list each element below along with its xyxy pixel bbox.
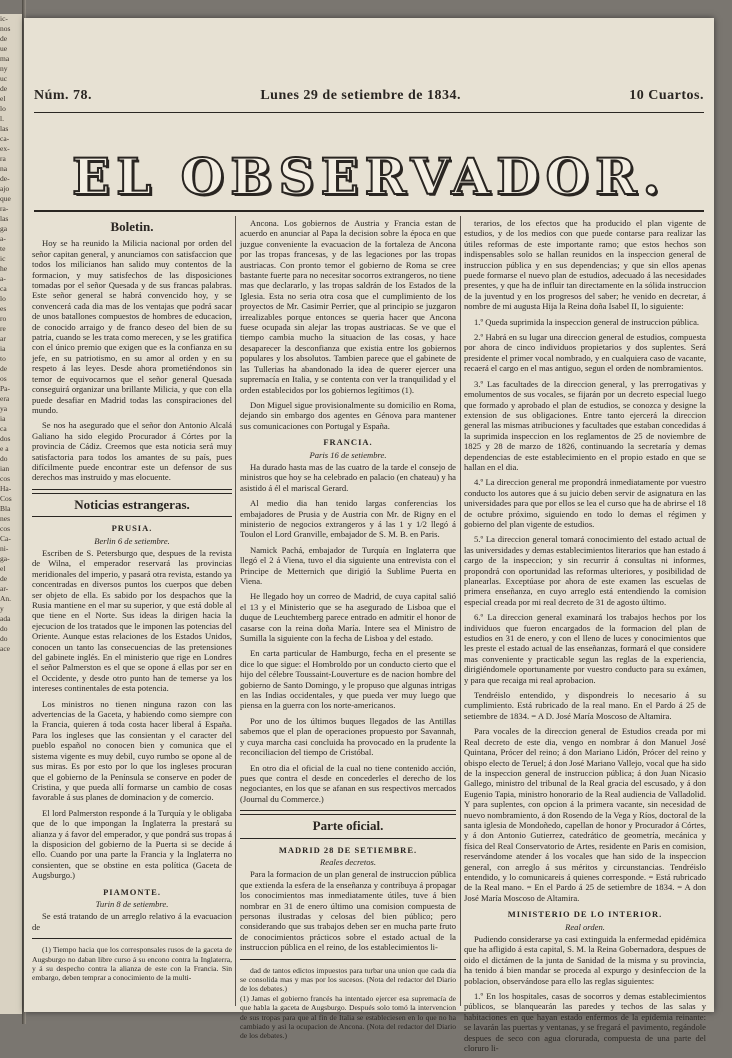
margin-fragment: os — [0, 374, 7, 383]
margin-fragment: de — [0, 364, 8, 373]
paragraph: Hoy se ha reunido la Milicia nacional por orden del señor capitan general, y anunciamos con satisfaccion que todos los milicianos han salido muy contentos de la formacion, y muy satisfechos de las disposiciones tomadas por el señor Quesada y de sus francas palabras. Este señor general se habrá convencido hoy, y se convencerá cada dia mas de los ventajas que podrá sacar de unos batallones compuestos de hombres de educacion, de conocido arraigo y de franco deseo del bien de su patria, cuando se les trata como merecen, y se les gratifica con el único premio que exigen que es la confianza en su jefe, en su patriotismo, en su amor al orden y en su respeto á las leyes. Desde ahora prometiéndonos sin temor de equivocarnos que el señor general Quesada conseguirá organizar una brillante Milicia, y que con ella puede desafiar en Madrid todas las conspiraciones del mundo. — [32, 238, 232, 415]
paragraph: Por uno de los últimos buques llegados de las Antillas sabemos que el plan de operaciones propuesto por Savannah, y cuya marcha casi concluida ha provocado en la prudente la reconciliacion del tiempo de Cristóbal. — [240, 715, 456, 758]
margin-fragment: he — [0, 264, 8, 273]
margin-fragment: uc — [0, 74, 8, 83]
margin-fragment: te — [0, 244, 6, 253]
footnote-rule — [32, 938, 232, 939]
section-title-parte-oficial: Parte oficial. — [312, 818, 384, 834]
ministry-heading: MINISTERIO DE LO INTERIOR. — [507, 909, 663, 920]
country-heading: FRANCIA. — [323, 437, 373, 448]
paragraph: En otro dia el oficial de la cual no tiene contenido acción, pues que contra el desde en concederles el derecho de los negociantes, en los que se afanan en sus respectivos mercados (Journal du Commerce.) — [240, 762, 456, 804]
margin-fragment: de — [0, 574, 8, 583]
margin-fragment: l. — [0, 114, 4, 123]
paragraph: Se está tratando de un arreglo relativo á la evacuacion de — [32, 911, 232, 932]
section-divider — [32, 489, 232, 494]
footnote: (1) Tiempo hacia que los corresponsales rusos de la gaceta de Augsburgo no daban libre curso á su encono contra la Inglaterra, y á su despecho contra la alianza de este con la Francia. Sin embargo, deben temprar a conocimiento de la multi- — [32, 945, 232, 983]
margin-fragment: las — [0, 214, 9, 223]
margin-fragment: ia — [0, 414, 6, 423]
margin-fragment: ma — [0, 54, 10, 63]
paragraph: El lord Palmerston responde á la Turquía y le obligaba que de lo que impongan la Inglaterra la prestará su alianza y á favor del emperador, y que pondrá sus tropas á la disposicion del gobierno de la Puerta si se decide á ello. Cuando por una parte la Francia y la Inglaterra no consienten, que se obstine en esta política (Gaceta de Augsburgo.) — [32, 807, 232, 881]
margin-fragment: ar- — [0, 584, 9, 593]
newspaper-page — [24, 18, 714, 1054]
margin-fragment: y — [0, 604, 4, 613]
paragraph: Los ministros no tienen ninguna razon con las advertencias de la Gaceta, y habiendo como siempre con la Francia, quieren á toda costa hacer liberal á España. Para los ingleses que las consientan y el caracter del pueblo español no conocen bien y comunica que el sistema vigente es muy debil, cuyo rumbo se opone al de sus miras. Es por esto por lo que los ingleses procuran que el gobierno de la Península se conserve en poder de Cristina, y que pueda allí formarse un cambio de cosas favorable á sus planes de dominacion y de comercio. — [32, 698, 232, 803]
margin-fragment: Ca- — [0, 534, 11, 543]
margin-fragment: ajo — [0, 184, 10, 193]
paragraph: Don Miguel sigue provisionalmente su domicilio en Roma, dejando sin embargo dos agentes en Génova para mantener sus comunicaciones con Portugal y España. — [240, 399, 456, 431]
margin-fragment: ga — [0, 224, 8, 233]
dateline-madrid: MADRID 28 DE SETIEMBRE. — [278, 844, 418, 855]
margin-fragment: dos — [0, 434, 11, 443]
paragraph: Namick Pachá, embajador de Turquía en Inglaterra que llegó el 2 á Viena, tuvo el dia siguiente una entrevista con el Principe de Metternich que dirigió la Sublime Puerta en Viena. — [240, 544, 456, 586]
margin-fragment: ar — [0, 334, 6, 343]
article-item: 4.º La direccion general me propondrá inmediatamente por vuestro conducto los autores que á su juicio deben servir de asignatura en las universidades para que por ellos se lea el curso que ha de abrirse el 18 de octubre próximo, siguiendo en todo lo demas el régimen y gobierno del plan vigente de estudios. — [464, 477, 706, 529]
paragraph: Pudiendo considerarse ya casi extinguida la enfermedad epidémica que ha afligido á esta capital, S. M. la Reina Gobernadora, despues de oido el dictámen de la junta de Sanidad de la misma y su provincia, ha tenido á bien mandar se proceda al expurgo y desinfeccion de la poblacion, observándose para ello las reglas siguientes: — [464, 934, 706, 986]
column-1 — [32, 218, 232, 988]
margin-fragment: ra — [0, 154, 6, 163]
margin-fragment: cos — [0, 474, 10, 483]
paragraph: 1.º En los hospitales, casas de socorros y demas establecimientos públicos, se blanquearán las paredes y techos de las salas y habitaciones en que hayan estado enfermos de la epidemia reinante: se lavarán las puertas y ventanas, y se fregará el pavimento, regándole despues de seco con agua clorurada, compuesta de una parte del cloruro li- — [464, 991, 706, 1054]
issue-header — [34, 88, 704, 104]
paragraph: Para vocales de la direccion general de Estudios creada por mi Real decreto de este dia, vengo en nombrar á don Manuel José Quintana, Prócer del reino; á don Mariano Lidón, Prócer del reino y obispo electo de Teruel; á don José Mariano Vallejo, vocal que ha sido de la inspeccion general de instruccion pública; á don Juan Nicasio Gallego, ministro del tribunal de la Real gracia del escusado, y á don Eugenio Tapia, ministro honorario de la Real audiencia de Valladolid. Y para suplentes, con opcion á la primera vacante, sin necesidad de nuevo nombramiento, á don Rosendo de la Vega y Ríos, doctoral de la santa iglesia de Mondoñedo, capellan de honor y Procurador á Córtes, y á don Antonio Gutierrez, catedrático de geometría, mecánica y física del Real Conservatorio de Artes, residente en Paris en comision, reservándome atender á los vocales que han sido de la inspeccion general, con arreglo á sus méritos y circunstancias. Tendréislo entendido, y lo comunicareis á quienes corresponde. = Está rubricado de la Real mano. = En el Pardo á 25 de setiembre de 1834. = A don José María Moscoso de Altamira. — [464, 726, 706, 903]
footnote-rule — [240, 959, 456, 960]
margin-fragment: ian — [0, 464, 10, 473]
issue-number: Núm. 78. — [34, 88, 93, 103]
article-item: 3.º Las facultades de la direccion general, y las prerrogativas y emolumentos de sus vocales, se fijarán por un decreto especial luego que formado y aprobado el plan de estudios, se conozca y designe la extension de sus obligaciones. Entre tanto ejercerá la direccion general las mismas atribuciones y facultades que estaban concedidas á la suprimida inspeccion en los reglamentos de 25 de noviembre de 1825 y 28 de marzo de 1826, continuando la secretaría y demas dependencias de este establecimiento en el propio estado en que se hallan en el dia. — [464, 378, 706, 472]
paragraph: Ha durado hasta mas de las cuatro de la tarde el consejo de ministros que hoy se ha celebrado en palacio (en chateau) y ha asistido á él el mariscal Gerard. — [240, 461, 456, 493]
margin-fragment: ra- — [0, 204, 9, 213]
margin-fragment: cos — [0, 524, 10, 533]
paragraph: terarios, de los efectos que ha producido el plan vigente de estudios, y de los medios con que puede contarse para realizar las útiles reformas de este importante ramo; que estos hechos son indispensables solo se hallan reunidos en la inspeccion general de instruccion pública y en sus dependencias; y que sin ellos apenas puede formarse el nuevo plan de estudios, adecuado á las necesidades presentes, y que ha de influir tan directamente en la sólida instruccion de la juventud y en los progresos del saber; he venido en decretar, á nombre de mi augusta Hija la Reina doña Isabel II, lo siguiente: — [464, 218, 706, 312]
section-divider — [240, 810, 456, 815]
issue-date: Lunes 29 de setiembre de 1834. — [260, 88, 461, 103]
paragraph: He llegado hoy un correo de Madrid, de cuya capital salió el 13 y el Ministerio que se ha asegurado de Lisboa que el duque de Leuchtemberg parece entrado en admitir el honor de casarse con la reina doña María. Intere sea el Ministro de Sumilla la siguiente con la fecha de Lisboa y del estado. — [240, 591, 456, 644]
paragraph: Ancona. Los gobiernos de Austria y Francia estan de acuerdo en anunciar al Papa la decision sobre la época en que juzgue conveniente la evacuacion de la fortaleza de Ancona por las tropas francesas, y de las legaciones por las tropas austriacas. Con pronto temor el gobierno de Roma se cree bastante fuerte para no necesitar socorros extrangeros, no tiene mas que declararlo, y las tropas saldrán de los Estados de la Iglesia. Esta no seria otra cosa que el cumplimiento de los proyectos de Mr. Casimir Perrier, que al principio se juzgaron irrealizables porque entonces se queria hacer que Ancona fuese ocupada sin alejar las tropas austriacas. Se ve que el tiempo cambia mucho la situacion de las cosas, y hace desaparecer la desconfianza que existia entre los gobiernos populares y los absolutos. Tambien parece que el gabinete de las Tullerias ha abandonado la idea de querer ejercer una supremacía en Italia, y se contenta con ver la tranquilidad y el orden establecidos por los gobiernos legítimos (1). — [240, 218, 456, 395]
margin-fragment: ro — [0, 314, 7, 323]
margin-fragment: do — [0, 454, 8, 463]
section-divider — [240, 838, 456, 839]
section-divider — [32, 516, 232, 517]
margin-fragment: de — [0, 34, 8, 43]
margin-fragment: Bla — [0, 504, 11, 513]
margin-fragment: a- — [0, 234, 6, 243]
margin-fragment: na — [0, 164, 8, 173]
margin-fragment: ada — [0, 614, 11, 623]
margin-fragment: An. — [0, 594, 12, 603]
margin-fragment: ca — [0, 284, 7, 293]
margin-fragment: ace — [0, 644, 10, 653]
margin-fragment: to — [0, 354, 6, 363]
margin-fragment: era — [0, 394, 10, 403]
margin-fragment: a- — [0, 274, 6, 283]
margin-fragment: do — [0, 624, 8, 633]
margin-fragment: ue — [0, 44, 8, 53]
subheading-reales-decretos: Reales decretos. — [320, 856, 376, 867]
section-title-noticias: Noticias estrangeras. — [74, 496, 190, 512]
margin-fragment: Pa- — [0, 384, 10, 393]
section-title-boletin: Boletin. — [110, 219, 154, 234]
margin-fragment: Cos — [0, 494, 12, 503]
margin-fragment: Ha- — [0, 484, 12, 493]
margin-fragment: ga- — [0, 554, 10, 563]
column-divider — [235, 216, 236, 1006]
column-3 — [464, 218, 706, 1058]
subheading-real-orden: Real orden. — [565, 921, 605, 932]
article-item: 2.º Habrá en su lugar una direccion general de estudios, compuesta por ahora de cinco individuos propietarios y dos suplentes. Será presidente el primer vocal nombrado, y en cualquiera caso de vacante, recaerá el cargo en el mas antiguo, segun el orden de nombramientos. — [464, 332, 706, 374]
paragraph: Escriben de S. Petersburgo que, despues de la revista de Wilna, el emperador reservará las provincias meridionales del imperio, y pasará otra revista, estando ya concentradas en diversos puntos los cuerpos que deben ser objeto de ella. Es sabido por los despachos que la Rusia mantiene en el mar su superior, y que está doble al que tiene en el Norte. Sus ideas la dirigen hacia la ejecucion de los tratados que le imponen las potencias del Oriente. Aunque estas relaciones de los Estados Unidos, conocen un tanto las consecuencias de las pretensiones del gabinete inglés. En el ministerio que rige en Londres el señor Palmerston es el que se opone á ellas por ser en el Occidente, y desde otro punto han de temerse ya los intereses continentales de esta potencia. — [32, 547, 232, 694]
previous-page-margin — [0, 14, 22, 1014]
margin-fragment: nos — [0, 24, 11, 33]
margin-fragment: ca- — [0, 134, 10, 143]
dateline: Turin 8 de setiembre. — [95, 898, 169, 909]
margin-fragment: lo — [0, 104, 6, 113]
margin-fragment: ex- — [0, 144, 10, 153]
margin-fragment: ni- — [0, 544, 9, 553]
margin-fragment: ca — [0, 424, 7, 433]
paragraph: Al medio dia han tenido largas conferencias los embajadores de Prusia y de Austria con Mr. de Rigny en el ministerio de negocios extrangeros y á las 1 y 1/2 llegó á Toulon el Lord Granville, embajador de S. M. B. en Paris. — [240, 498, 456, 540]
header-rule — [34, 112, 704, 113]
article-item: 6.º La direccion general examinará los trabajos hechos por los individuos que fueron encargados de la formacion del plan de estudios en 31 de enero, y con el lleno de luces y conocimientos que les preste el estado actual de las enseñanzas, formará el que considere mas conveniente y practicable segun las reglas de la experiencia, dirigiéndomele oportunamente por vuestro conducto para su exámen, y para que recaiga mi real aprobacion. — [464, 612, 706, 685]
article-item: 5.º La direccion general tomará conocimiento del estado actual de las universidades y demas establecimientos literarios que han estado á cargo de la inspeccion; y sin recurrir á consultas ni informes, propondrá con oportunidad las reformas ulteriores, y posibilidad de planearlas. Exceptúase por ahora de este examen las escuelas de primera enseñanza, en cuyo arreglo está entendiendo la comision especial creada por mi real decreto de 31 de agosto último. — [464, 534, 706, 607]
paragraph: Para la formacion de un plan general de instruccion pública que extienda la esfera de la enseñanza y contribuya á propagar los conocimientos mas inmediatamente útiles, tuve á bien nombrar en 31 de enero último una comision compuesta de personas ilustradas y celosas del bien público; pero considerando que sus trabajos deben ser en mucha parte fruto de conocimientos prácticos sobre el estado actual de la instruccion pública en el reino, de los establecimientos li- — [240, 869, 456, 953]
dateline: Paris 16 de setiembre. — [309, 449, 387, 460]
margin-fragment: de- — [0, 174, 10, 183]
masthead — [34, 146, 704, 206]
paragraph: Tendréislo entendido, y dispondreis lo necesario á su cumplimiento. Está rubricado de la real mano. En el Pardo á 25 de setiembre de 1834. = A D. José María Moscoso de Altamira. — [464, 690, 706, 721]
margin-fragment: de — [0, 84, 8, 93]
margin-fragment: ya — [0, 404, 8, 413]
country-heading: PIAMONTE. — [103, 886, 161, 897]
country-heading: PRUSIA. — [111, 523, 153, 534]
margin-fragment: ny — [0, 64, 8, 73]
masthead-title: EL OBSERVADOR. — [71, 146, 667, 206]
margin-fragment: ia — [0, 344, 6, 353]
article-item: 1.º Queda suprimida la inspeccion general de instruccion pública. — [474, 316, 700, 327]
margin-fragment: ic — [0, 254, 6, 263]
footnote: dad de tantos edictos impuestos para turbar una union que cada dia se consolida mas y mas por los sucesos. (Nota del redactor del Diario de los debates.) (1) Jamas el gobierno francés ha intentado ejercer esa supremacía de que habla la gaceta de Augsburgo. Después solo tomó la intervencion de sus tropas para que al fin de Italia se estableciesen en lo que no ha cambiado y asi la ocupacion de Ancona. (Nota del redactor del Diario de los debates.) — [240, 965, 456, 1041]
margin-fragment: nes — [0, 514, 10, 523]
margin-fragment: e a — [0, 444, 9, 453]
margin-fragment: ic- — [0, 14, 8, 23]
margin-fragment: re — [0, 324, 6, 333]
margin-fragment: el — [0, 564, 6, 573]
margin-fragment: las — [0, 124, 9, 133]
column-divider — [460, 216, 461, 1006]
margin-fragment: lo — [0, 294, 6, 303]
issue-price: 10 Cuartos. — [629, 88, 704, 103]
margin-fragment: do — [0, 634, 8, 643]
margin-fragment: es — [0, 304, 7, 313]
margin-fragment: el — [0, 94, 6, 103]
column-2 — [240, 218, 456, 1046]
dateline: Berlin 6 de setiembre. — [94, 535, 170, 546]
paragraph: Se nos ha asegurado que el señor don Antonio Alcalá Galiano ha sido elegido Procurador á Córtes por la provincia de Cádiz. Creemos que esta noticia será muy satisfactoria para todos los amantes de su país, pues difícilmente puede encontrar este un defensor de sus derechos mas instruido y mas elocuente. — [32, 420, 232, 483]
paragraph: En carta particular de Hamburgo, fecha en el presente se dice lo que sigue: el Hombroldo por un conducto cierto que el hijo del célebre Toussaint-Louverture es de nacion hombre del gobierno de Santo Domingo, y le propuso que algunas intrigas en las Indias occidentales, y que pueda ver muy luego que piensa en la guerra con los norte-americanos. — [240, 648, 456, 711]
margin-fragment: que — [0, 194, 11, 203]
masthead-rule — [34, 210, 704, 212]
